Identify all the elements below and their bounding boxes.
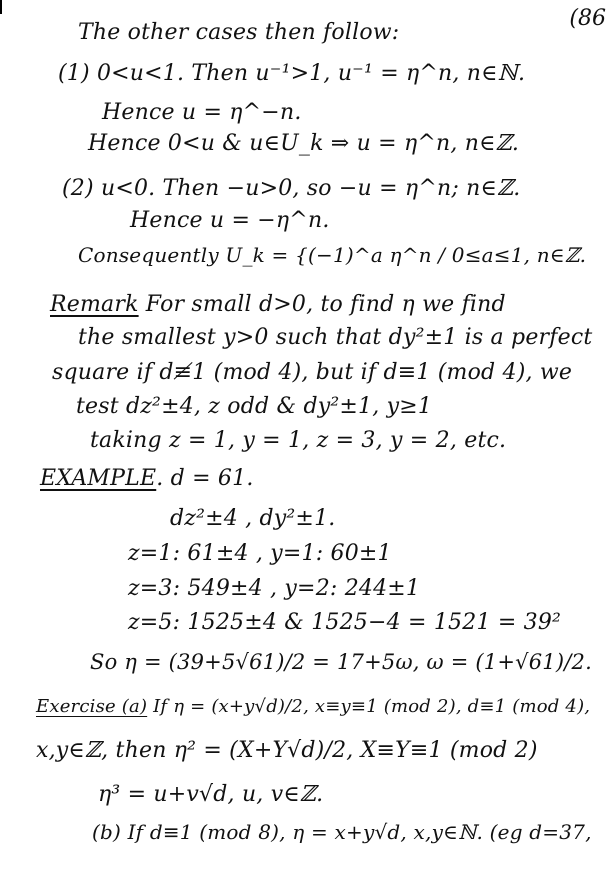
example-value: . d = 61.: [156, 466, 254, 491]
line-remark-5: taking z = 1, y = 1, z = 3, y = 2, etc.: [90, 428, 507, 453]
remark-heading: Remark: [50, 292, 139, 317]
exercise-heading: Exercise (a): [36, 696, 148, 717]
line-remark-3: square if d≢1 (mod 4), but if d≡1 (mod 4), we: [52, 360, 573, 385]
line-exercise-b: (b) If d≡1 (mod 8), η = x+y√d, x,y∈ℕ. (eg d=37,: [92, 820, 592, 844]
line-consequently: Consequently U_k = {(−1)^a η^n / 0≤a≤1, n∈ℤ.: [78, 243, 587, 267]
line-intro: The other cases then follow:: [78, 20, 400, 45]
line-case1-conclusion: Hence 0<u & u∈U_k ⇒ u = η^n, n∈ℤ.: [88, 131, 520, 156]
line-z3: z=3: 549±4 , y=2: 244±1: [128, 576, 421, 601]
example-heading: EXAMPLE: [40, 466, 157, 491]
line-case1-hence: Hence u = η^−n.: [102, 100, 302, 125]
line-remark-2: the smallest y>0 such that dy²±1 is a perfect: [78, 325, 593, 350]
line-remark-4: test dz²±4, z odd & dy²±1, y≥1: [76, 394, 433, 419]
line-case2-hence: Hence u = −η^n.: [130, 208, 330, 233]
line-z5: z=5: 1525±4 & 1525−4 = 1521 = 39²: [128, 610, 562, 635]
exercise-a-text: If η = (x+y√d)/2, x≡y≡1 (mod 2), d≡1 (mod 4),: [147, 696, 591, 717]
line-z1: z=1: 61±4 , y=1: 60±1: [128, 541, 392, 566]
line-exercise-a-2: x,y∈ℤ, then η² = (X+Y√d)/2, X≡Y≡1 (mod 2): [36, 738, 538, 763]
line-remark: [50, 294, 506, 316]
remark-text: For small d>0, to find η we find: [138, 292, 506, 317]
line-exercise-a-3: η³ = u+v√d, u, v∈ℤ.: [98, 782, 324, 807]
line-exercise-a: [36, 698, 590, 716]
line-example-forms: dz²±4 , dy²±1.: [170, 506, 336, 531]
line-example: [40, 468, 254, 490]
line-case2: (2) u<0. Then −u>0, so −u = η^n; n∈ℤ.: [62, 176, 521, 201]
page-number: (86: [569, 6, 606, 31]
scan-edge-mark: [0, 0, 2, 14]
line-case1: (1) 0<u<1. Then u⁻¹>1, u⁻¹ = η^n, n∈ℕ.: [58, 61, 526, 86]
line-eta-result: So η = (39+5√61)/2 = 17+5ω, ω = (1+√61)/2.: [90, 650, 592, 674]
